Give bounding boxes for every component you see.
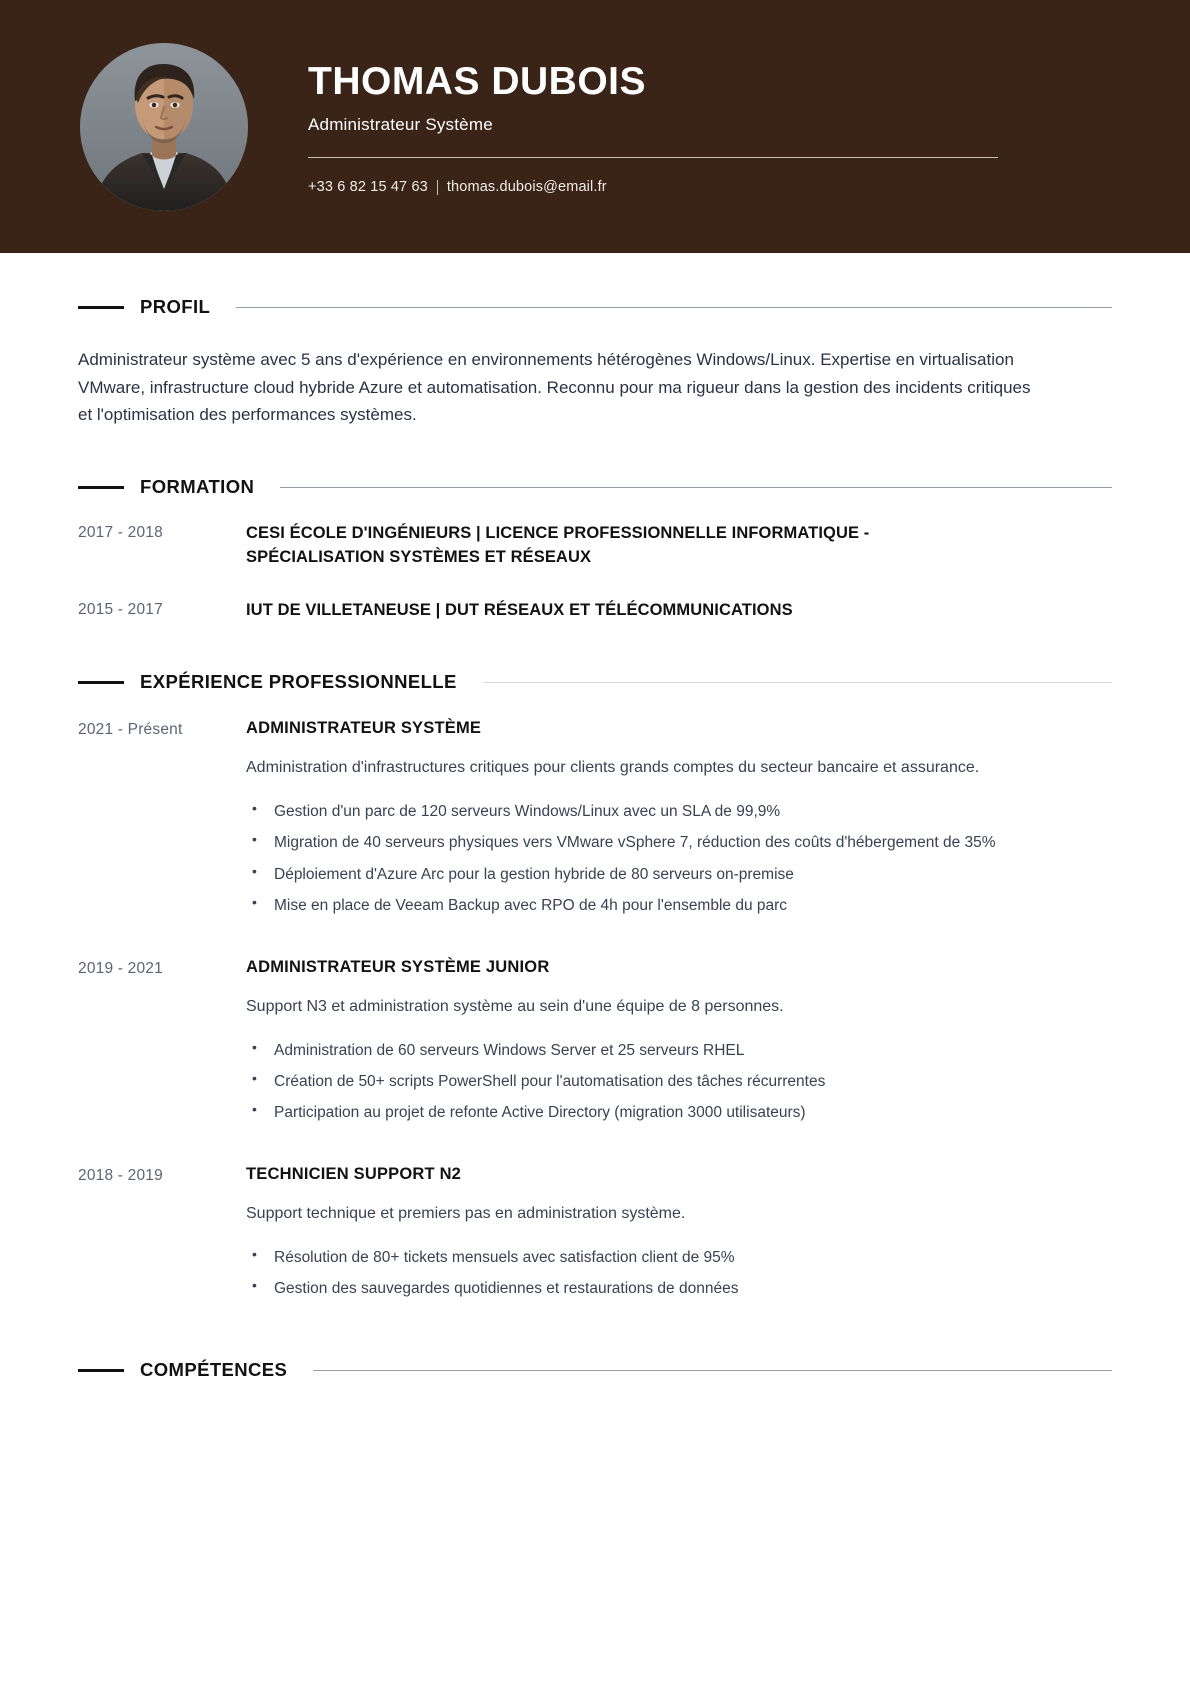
dash-icon [78,306,124,309]
education-title: CESI ÉCOLE D'INGÉNIEURS | LICENCE PROFESSIONNELLE INFORMATIQUE - SPÉCIALISATION SYSTÈMES ET RÉSEAUX [246,524,870,566]
dash-icon [78,1369,124,1372]
education-title: IUT DE VILLETANEUSE | DUT RÉSEAUX ET TÉLÉCOMMUNICATIONS [246,600,793,619]
section-header-experience [78,671,1112,693]
section-competences [78,1359,1112,1381]
header-text-block [308,58,1008,196]
avatar-photo [80,43,248,211]
section-formation [78,476,1112,622]
section-title: PROFIL [140,296,211,317]
experience-period: 2018 - 2019 [78,1166,163,1184]
experience-title: ADMINISTRATEUR SYSTÈME [246,719,482,738]
list-item: • Création de 50+ scripts PowerShell pour l'automatisation des tâches récurrentes [246,1069,1006,1094]
section-header-profil [78,296,1112,318]
header-divider [308,157,998,158]
experience-entry [78,1165,1112,1307]
experience-entry [78,958,1112,1131]
experience-summary: Administration d'infrastructures critiques pour clients grands comptes du secteur bancaire et assurance. [246,759,980,777]
resume-header [0,0,1190,253]
section-rule [236,307,1112,308]
experience-title: ADMINISTRATEUR SYSTÈME JUNIOR [246,957,550,976]
list-item: • Mise en place de Veeam Backup avec RPO de 4h pour l'ensemble du parc [246,893,1006,918]
education-period: 2015 - 2017 [78,600,163,618]
experience-bullets [246,799,1112,917]
list-item: • Résolution de 80+ tickets mensuels avec satisfaction client de 95% [246,1245,1006,1270]
section-rule [280,487,1112,488]
section-title: FORMATION [140,476,255,498]
section-rule [313,1370,1112,1371]
experience-summary: Support technique et premiers pas en administration système. [246,1204,686,1222]
education-entry [78,599,1112,622]
page-title: THOMAS DUBOIS [308,59,646,103]
email-address[interactable]: thomas.dubois@email.fr [446,179,607,196]
list-item: • Administration de 60 serveurs Windows Server et 25 serveurs RHEL [246,1038,1006,1063]
section-experience [78,671,1112,1307]
section-title: EXPÉRIENCE PROFESSIONNELLE [140,671,457,693]
dash-icon [78,681,124,684]
experience-bullets [246,1038,1112,1125]
dash-icon [78,486,124,489]
experience-detail [246,958,1112,1131]
education-detail [246,599,1112,622]
list-item: • Participation au projet de refonte Active Directory (migration 3000 utilisateurs) [246,1100,1006,1125]
list-item: • Migration de 40 serveurs physiques vers VMware vSphere 7, réduction des coûts d'hébergement de 35% [246,830,1006,855]
experience-period: 2021 - Présent [78,721,183,739]
experience-detail [246,719,1112,923]
contact-separator [437,180,438,195]
experience-period: 2019 - 2021 [78,959,163,977]
education-detail [246,522,1112,569]
experience-entry [78,719,1112,923]
experience-detail [246,1165,1112,1307]
experience-bullets [246,1245,1112,1301]
section-rule [483,682,1112,683]
list-item: • Gestion des sauvegardes quotidiennes et restaurations de données [246,1276,1006,1301]
education-entry [78,522,1112,569]
list-item: • Gestion d'un parc de 120 serveurs Windows/Linux avec un SLA de 99,9% [246,799,1006,824]
job-role-subtitle: Administrateur Système [308,115,493,135]
contact-line [308,179,1008,195]
section-header-formation [78,476,1112,498]
experience-title: TECHNICIEN SUPPORT N2 [246,1164,462,1183]
resume-body [0,296,1190,1381]
list-item: • Déploiement d'Azure Arc pour la gestion hybride de 80 serveurs on-premise [246,862,1006,887]
avatar [80,43,248,211]
profil-paragraph: Administrateur système avec 5 ans d'expérience en environnements hétérogènes Windows/Linux. Expertise en virtualisation VMware, infrastructure cloud hybride Azure et automatisation. Reconnu pour ma rigueur dans la gestion des incidents critiques et l'optimisation des performances systèmes. [78,350,1031,425]
experience-summary: Support N3 et administration système au sein d'une équipe de 8 personnes. [246,997,784,1015]
section-title: COMPÉTENCES [140,1359,288,1381]
section-profil [78,296,1112,429]
phone-number[interactable]: +33 6 82 15 47 63 [308,179,428,196]
section-header-competences [78,1359,1112,1381]
education-period: 2017 - 2018 [78,524,163,542]
